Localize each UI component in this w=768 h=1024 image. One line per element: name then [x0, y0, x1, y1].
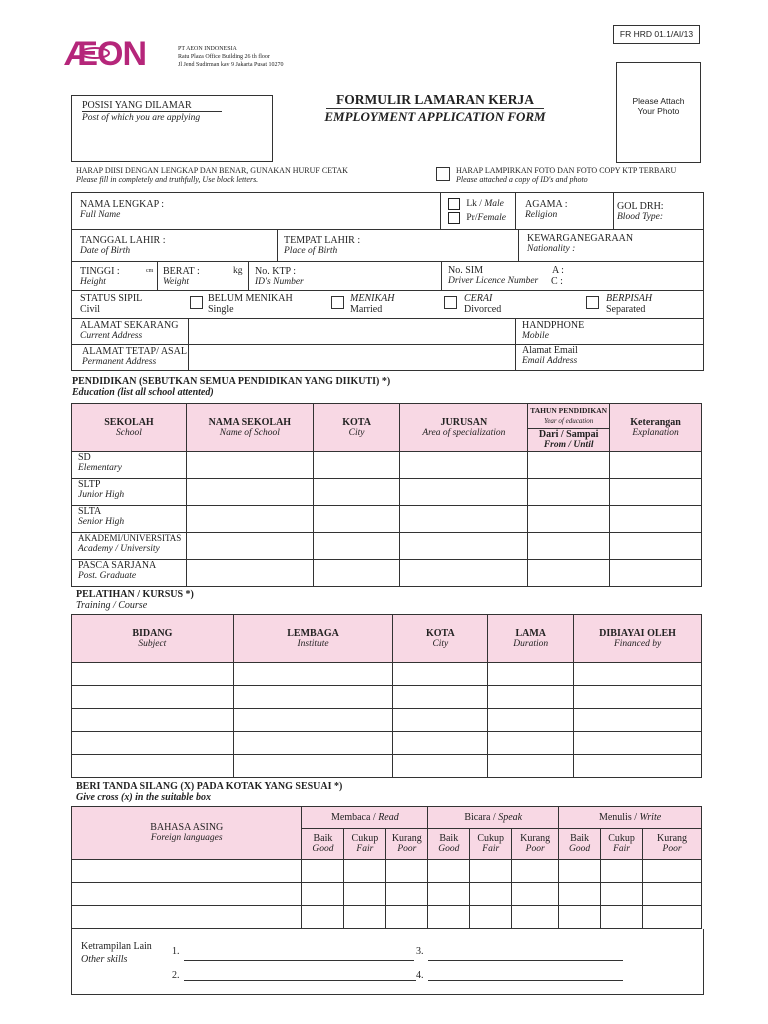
divorced-sub: Divorced — [464, 304, 502, 315]
handphone-label: HANDPHONE — [522, 320, 585, 331]
status-label: STATUS SIPIL — [80, 293, 143, 304]
skill-line-4[interactable] — [428, 980, 623, 981]
male-sub: Male — [484, 199, 504, 210]
dob-sub: Date of Birth — [80, 246, 131, 256]
document-code: FR HRD 01.1/AI/13 — [613, 25, 700, 44]
table-row[interactable] — [72, 906, 702, 929]
training-header-row — [72, 615, 702, 663]
dob-label: TANGGAL LAHIR : — [80, 235, 166, 246]
education-title — [72, 376, 390, 398]
blood-type-field[interactable] — [617, 201, 664, 222]
education-table — [71, 403, 702, 587]
education-header-row — [72, 404, 702, 452]
sim-c-label: C : — [551, 276, 563, 287]
other-skills-id: Ketrampilan Lain — [81, 941, 152, 952]
table-row[interactable] — [72, 663, 702, 686]
religion-sub: Religion — [525, 210, 558, 220]
language-header-row-1 — [72, 807, 702, 829]
language-title — [76, 781, 342, 803]
lang-header-read: Membaca / Read — [302, 807, 428, 829]
table-row[interactable]: SLTP Junior High — [72, 479, 702, 506]
handphone-sub: Mobile — [522, 331, 549, 341]
training-header-city: KOTA City — [393, 615, 488, 663]
married-checkbox[interactable] — [331, 296, 344, 309]
skill-line-1[interactable] — [184, 960, 414, 961]
divorced-checkbox[interactable] — [444, 296, 457, 309]
separated-label: BERPISAH — [606, 293, 653, 304]
lang-header-write: Menulis / Write — [559, 807, 702, 829]
gender-male-option[interactable] — [448, 198, 504, 210]
height-field[interactable] — [80, 266, 158, 287]
instruction-right-en: Please attached a copy of ID's and photo — [456, 175, 588, 184]
email-sub: Email Address — [522, 356, 578, 366]
ktp-sub: ID's Number — [255, 277, 304, 287]
single-label: BELUM MENIKAH — [208, 293, 293, 304]
weight-unit: kg — [233, 266, 243, 276]
dob-field[interactable] — [80, 235, 165, 256]
skill-num-3: 3. — [416, 946, 424, 957]
company-name: PT AEON INDONESIA — [178, 46, 237, 52]
sim-field[interactable] — [448, 265, 698, 286]
marital-status-label-group — [80, 293, 142, 315]
position-box[interactable] — [71, 95, 273, 162]
ktp-field[interactable] — [255, 266, 304, 287]
married-sub: Married — [350, 304, 383, 315]
handphone-field[interactable] — [522, 320, 584, 341]
religion-label: AGAMA : — [525, 199, 568, 210]
edu-header-year: TAHUN PENDIDIKAN Year of education Dari / Sampai From / Until — [528, 404, 610, 452]
separated-sub: Separated — [606, 304, 646, 315]
height-sub: Height — [80, 277, 106, 287]
company-info — [178, 45, 284, 69]
nationality-field[interactable] — [527, 233, 633, 254]
weight-label: BERAT : — [163, 266, 200, 277]
weight-sub: Weight — [163, 277, 190, 287]
table-row[interactable] — [72, 686, 702, 709]
training-title-en: Training / Course — [76, 600, 148, 611]
attach-photo-checkbox[interactable] — [436, 167, 450, 181]
logo-swoosh-icon — [80, 46, 110, 60]
skill-num-2: 2. — [172, 970, 180, 981]
pob-label: TEMPAT LAHIR : — [284, 235, 361, 246]
sim-sub: Driver Licence Number — [448, 276, 539, 286]
education-title-en: Education (list all school attented) — [72, 387, 214, 398]
photo-box[interactable] — [616, 62, 701, 163]
ktp-label: No. KTP : — [255, 266, 297, 277]
table-row[interactable] — [72, 883, 702, 906]
full-name-field[interactable] — [80, 199, 164, 220]
pob-sub: Place of Birth — [284, 246, 338, 256]
height-unit: cm — [146, 268, 154, 274]
male-checkbox[interactable] — [448, 198, 460, 210]
nationality-label: KEWARGANEGARAAN — [527, 233, 634, 244]
training-title — [76, 589, 194, 611]
full-name-sub: Full Name — [80, 210, 121, 220]
edu-header-name: NAMA SEKOLAH Name of School — [186, 404, 313, 452]
current-address-label: ALAMAT SEKARANG — [80, 320, 179, 331]
edu-header-school: SEKOLAH School — [72, 404, 187, 452]
pob-field[interactable] — [284, 235, 360, 256]
instruction-left — [76, 166, 348, 184]
edu-header-explanation: Keterangan Explanation — [610, 404, 702, 452]
female-sub: Female — [477, 213, 506, 224]
female-label: Pr/ — [466, 213, 478, 224]
permanent-address-field[interactable] — [82, 346, 187, 367]
lang-header-speak: Bicara / Speak — [428, 807, 559, 829]
single-sub: Single — [208, 304, 234, 315]
edu-header-major: JURUSAN Area of specialization — [400, 404, 528, 452]
edu-header-city: KOTA City — [313, 404, 400, 452]
personal-data-section — [71, 192, 704, 371]
table-row[interactable] — [72, 732, 702, 755]
married-label: MENIKAH — [350, 293, 395, 304]
photo-box-line2: Your Photo — [637, 106, 680, 116]
divorced-label: CERAI — [464, 293, 493, 304]
separated-checkbox[interactable] — [586, 296, 599, 309]
single-checkbox[interactable] — [190, 296, 203, 309]
weight-field[interactable] — [163, 266, 247, 287]
permanent-address-sub: Permanent Address — [82, 357, 157, 367]
other-skills-section — [71, 929, 704, 995]
email-label: Alamat Email — [522, 345, 578, 356]
title-en: EMPLOYMENT APPLICATION FORM — [324, 109, 546, 124]
lang-header-foreign: BAHASA ASING Foreign languages — [72, 807, 302, 860]
sim-label: No. SIM — [448, 265, 484, 276]
training-header-duration: LAMA Duration — [488, 615, 574, 663]
training-title-id: PELATIHAN / KURSUS *) — [76, 589, 194, 600]
gender-female-option[interactable] — [448, 212, 506, 224]
language-title-id: BERI TANDA SILANG (X) PADA KOTAK YANG SESUAI *) — [76, 781, 343, 792]
title-id: FORMULIR LAMARAN KERJA — [326, 92, 544, 109]
table-row[interactable] — [72, 709, 702, 732]
language-title-en: Give cross (x) in the suitable box — [76, 792, 211, 803]
year-header-id: TAHUN PENDIDIKAN — [530, 406, 608, 415]
permanent-address-label: ALAMAT TETAP/ ASAL — [82, 346, 187, 357]
other-skills-label — [81, 940, 152, 966]
nationality-sub: Nationality : — [527, 244, 576, 254]
form-title — [310, 91, 560, 125]
aeon-logo: ÆON — [64, 35, 146, 73]
current-address-sub: Current Address — [80, 331, 143, 341]
single-option[interactable] — [208, 293, 293, 315]
position-sub: Post of which you are applying — [82, 113, 201, 123]
language-table — [71, 806, 702, 929]
female-checkbox[interactable] — [448, 212, 460, 224]
full-name-label: NAMA LENGKAP : — [80, 199, 165, 210]
company-address-1: Ratu Plaza Office Building 26 th floor — [178, 54, 270, 60]
table-row[interactable]: AKADEMI/UNIVERSITAS Academy / University — [72, 533, 702, 560]
instruction-right — [456, 166, 676, 184]
separated-option[interactable] — [606, 293, 652, 315]
training-table — [71, 614, 702, 778]
sim-a-label: A : — [552, 265, 564, 276]
other-skills-en: Other skills — [81, 954, 128, 965]
skill-num-1: 1. — [172, 946, 180, 957]
skill-line-2[interactable] — [184, 980, 416, 981]
table-row[interactable]: PASCA SARJANA Post. Graduate — [72, 560, 702, 587]
skill-line-3[interactable] — [428, 960, 623, 961]
skill-num-4: 4. — [416, 970, 424, 981]
instruction-left-en: Please fill in completely and truthfully, Use block letters. — [76, 175, 259, 184]
table-row[interactable]: SD Elementary — [72, 452, 702, 479]
male-label: Lk / — [466, 199, 482, 210]
blood-type-sub: Blood Type: — [617, 212, 663, 222]
blood-type-label: GOL DRH: — [617, 201, 664, 212]
company-address-2: Jl Jend Sudirman kav 9 Jakarta Pusat 10270 — [178, 62, 284, 68]
current-address-field[interactable] — [80, 320, 178, 341]
email-field[interactable] — [522, 345, 578, 366]
table-row[interactable] — [72, 860, 702, 883]
training-header-financed: DIBIAYAI OLEH Financed by — [574, 615, 702, 663]
training-header-institute: LEMBAGA Institute — [233, 615, 393, 663]
photo-box-line1: Please Attach — [632, 96, 685, 106]
instruction-left-id: HARAP DIISI DENGAN LENGKAP DAN BENAR, GUNAKAN HURUF CETAK — [76, 166, 348, 175]
religion-field[interactable] — [525, 199, 568, 220]
instruction-right-id: HARAP LAMPIRKAN FOTO DAN FOTO COPY KTP TERBARU — [456, 166, 677, 175]
position-label: POSISI YANG DILAMAR — [82, 100, 222, 112]
language-header-row-2: Baik Good Cukup Fair Kurang Poor Baik Good Cukup Fair Kurang Poor Baik Good Cukup Fair Kurang Poor — [72, 829, 702, 860]
height-label: TINGGI : — [80, 266, 120, 277]
status-sub: Civil — [80, 304, 101, 315]
year-header-en: Year of education — [544, 417, 594, 425]
table-row[interactable] — [72, 755, 702, 778]
table-row[interactable]: SLTA Senior High — [72, 506, 702, 533]
education-title-id: PENDIDIKAN (SEBUTKAN SEMUA PENDIDIKAN YANG DIIKUTI) *) — [72, 376, 391, 387]
married-option[interactable] — [350, 293, 394, 315]
training-header-subject: BIDANG Subject — [72, 615, 234, 663]
divorced-option[interactable] — [464, 293, 501, 315]
